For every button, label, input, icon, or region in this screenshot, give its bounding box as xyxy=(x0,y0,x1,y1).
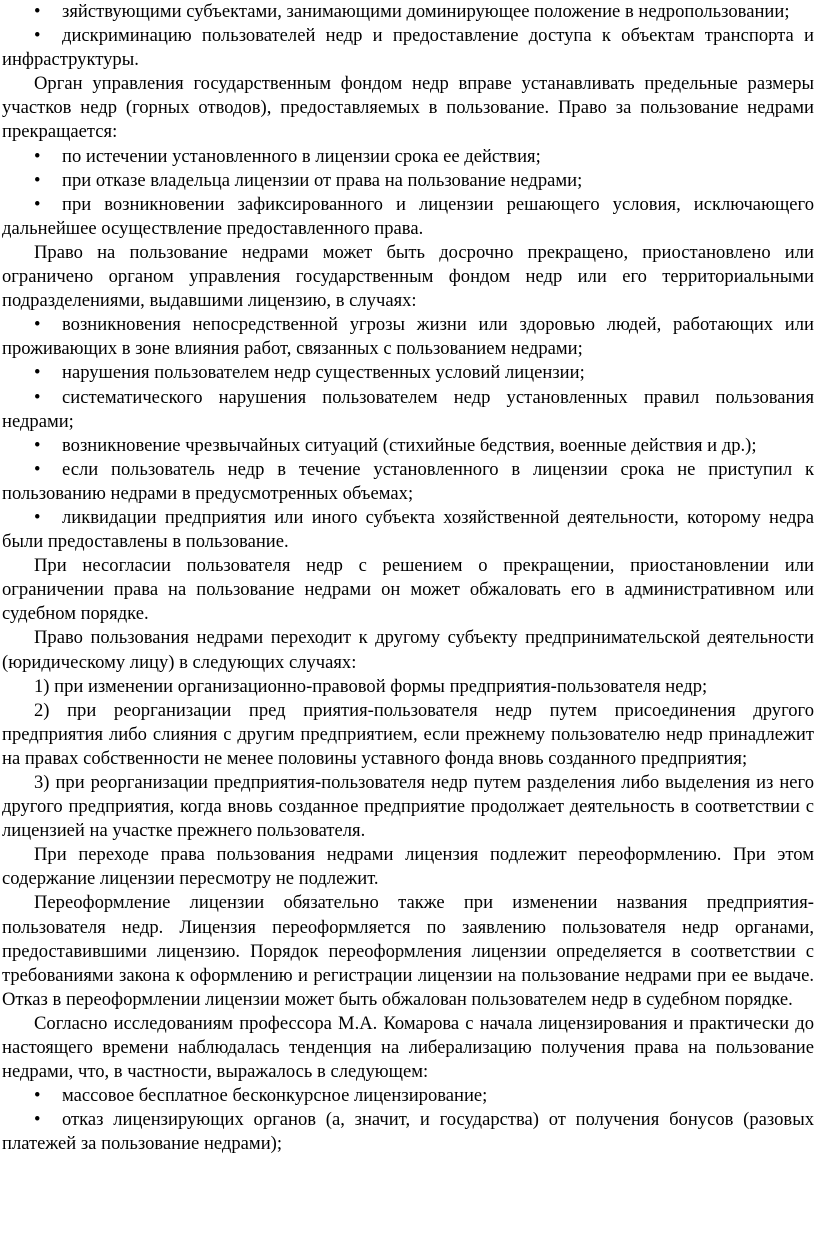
paragraph: Орган управления государственным фондом недр вправе устанавливать предельные размеры участков недр (горных отводов), предоставляемых в пользование. Право за пользование недрами прекращается: xyxy=(2,73,814,143)
list-item-text: возникновение чрезвычайных ситуаций (стихийные бедствия, военные действия и др.); xyxy=(62,434,757,456)
paragraph: Согласно исследованиям профессора М.А. Комарова с начала лицензирования и практически до настоящего времени наблюдалась тенденция на либерализацию получения права на пользование недрами, что, в частности, выражалось в следующем: xyxy=(2,1012,814,1083)
list-item xyxy=(2,145,814,169)
numbered-item: 1) при изменении организационно-правовой формы предприятия-пользователя недр; xyxy=(34,675,708,697)
list-item-text: систематического нарушения пользователем недр установленных правил пользования недрами; xyxy=(2,386,814,432)
list-item-text: нарушения пользователем недр существенных условий лицензии; xyxy=(62,362,585,384)
list-item xyxy=(2,434,814,458)
list-item-text: при возникновении зафиксированного и лицензии решающего условия, исключающего дальнейшее осуществление предоставленного права. xyxy=(2,193,814,239)
document-page xyxy=(2,0,814,1157)
paragraph: Право на пользование недрами может быть досрочно прекращено, приостановлено или ограничено органом управления государственным фондом недр или его территориальными подразделениями, выдавшими лицензию, в случаях: xyxy=(2,241,814,312)
bullet-mark: • xyxy=(34,25,41,47)
list-item-text: ликвидации предприятия или иного субъекта хозяйственной деятельности, которому недра были предоставлены в пользование. xyxy=(2,506,814,553)
list-item-text: если пользователь недр в течение установленного в лицензии срока не приступил к пользованию недрами в предусмотренных объемах; xyxy=(2,458,814,504)
list-item-text: массовое бесплатное бесконкурсное лицензирование; xyxy=(62,1085,488,1107)
bullet-mark: • xyxy=(34,386,41,408)
list-item xyxy=(2,386,814,434)
bullet-mark: • xyxy=(34,1085,41,1107)
list-item-text: зяйствующими субъектами, занимающими доминирующее положение в недропользовании; xyxy=(62,1,790,22)
bullet-mark: • xyxy=(34,362,41,384)
paragraph: Переоформление лицензии обязательно также при изменении названия предприятия-пользователя недр. Лицензия переоформляется по заявлению пользователя недр органами, предоставившими лицензию. Порядок переоформления лицензии определяется в соответствии с требованиями закона к оформлению и регистрации лицензии на пользование недрами при ее выдаче. Отказ в переоформлении лицензии может быть обжалован пользователем недр в судебном порядке. xyxy=(2,892,814,1010)
list-item-text: при отказе владельца лицензии от права на пользование недрами; xyxy=(62,169,583,191)
bullet-mark: • xyxy=(34,314,41,336)
bullet-mark: • xyxy=(34,1109,41,1131)
list-item xyxy=(2,169,814,193)
paragraph: При несогласии пользователя недр с решением о прекращении, приостановлении или ограничении права на пользование недрами он может обжаловать его в административном или судебном порядке. xyxy=(2,555,814,625)
list-item xyxy=(2,506,814,554)
numbered-item: 2) при реорганизации пред приятия-пользователя недр путем присоединения другого предприятия либо слияния с другим предприятием, если прежнему пользователю недр принадлежит на правах собственности не менее половины уставного фонда вновь созданного предприятия; xyxy=(2,699,814,769)
paragraph: При переходе права пользования недрами лицензия подлежит переоформлению. При этом содержание лицензии пересмотру не подлежит. xyxy=(2,844,814,890)
list-item-text: дискриминацию пользователей недр и предоставление доступа к объектам транспорта и инфраструктуры. xyxy=(2,25,814,71)
list-item xyxy=(2,0,814,24)
bullet-mark: • xyxy=(34,145,41,167)
numbered-item: 3) при реорганизации предприятия-пользователя недр путем разделения либо выделения из него другого предприятия, когда вновь созданное предприятие продолжает деятельность в соответствии с лицензией на участке прежнего пользователя. xyxy=(2,772,814,842)
bullet-mark: • xyxy=(34,169,41,191)
paragraph: Право пользования недрами переходит к другому субъекту предпринимательской деятельности (юридическому лицу) в следующих случаях: xyxy=(2,627,814,673)
list-item xyxy=(2,1084,814,1108)
bullet-mark: • xyxy=(34,458,41,480)
bullet-mark: • xyxy=(34,193,41,215)
list-item xyxy=(2,313,814,361)
list-item xyxy=(2,24,814,72)
list-item xyxy=(2,361,814,385)
list-item-text: отказ лицензирующих органов (а, значит, и государства) от получения бонусов (разовых платежей за пользование недрами); xyxy=(2,1109,814,1155)
bullet-mark: • xyxy=(34,434,41,456)
list-item xyxy=(2,458,814,506)
bullet-mark: • xyxy=(34,506,41,528)
list-item-text: возникновения непосредственной угрозы жизни или здоровью людей, работающих или проживающих в зоне влияния работ, связанных с пользованием недрами; xyxy=(2,314,814,360)
list-item-text: по истечении установленного в лицензии срока ее действия; xyxy=(62,145,541,167)
list-item xyxy=(2,193,814,241)
bullet-mark: • xyxy=(34,1,41,22)
list-item xyxy=(2,1108,814,1156)
